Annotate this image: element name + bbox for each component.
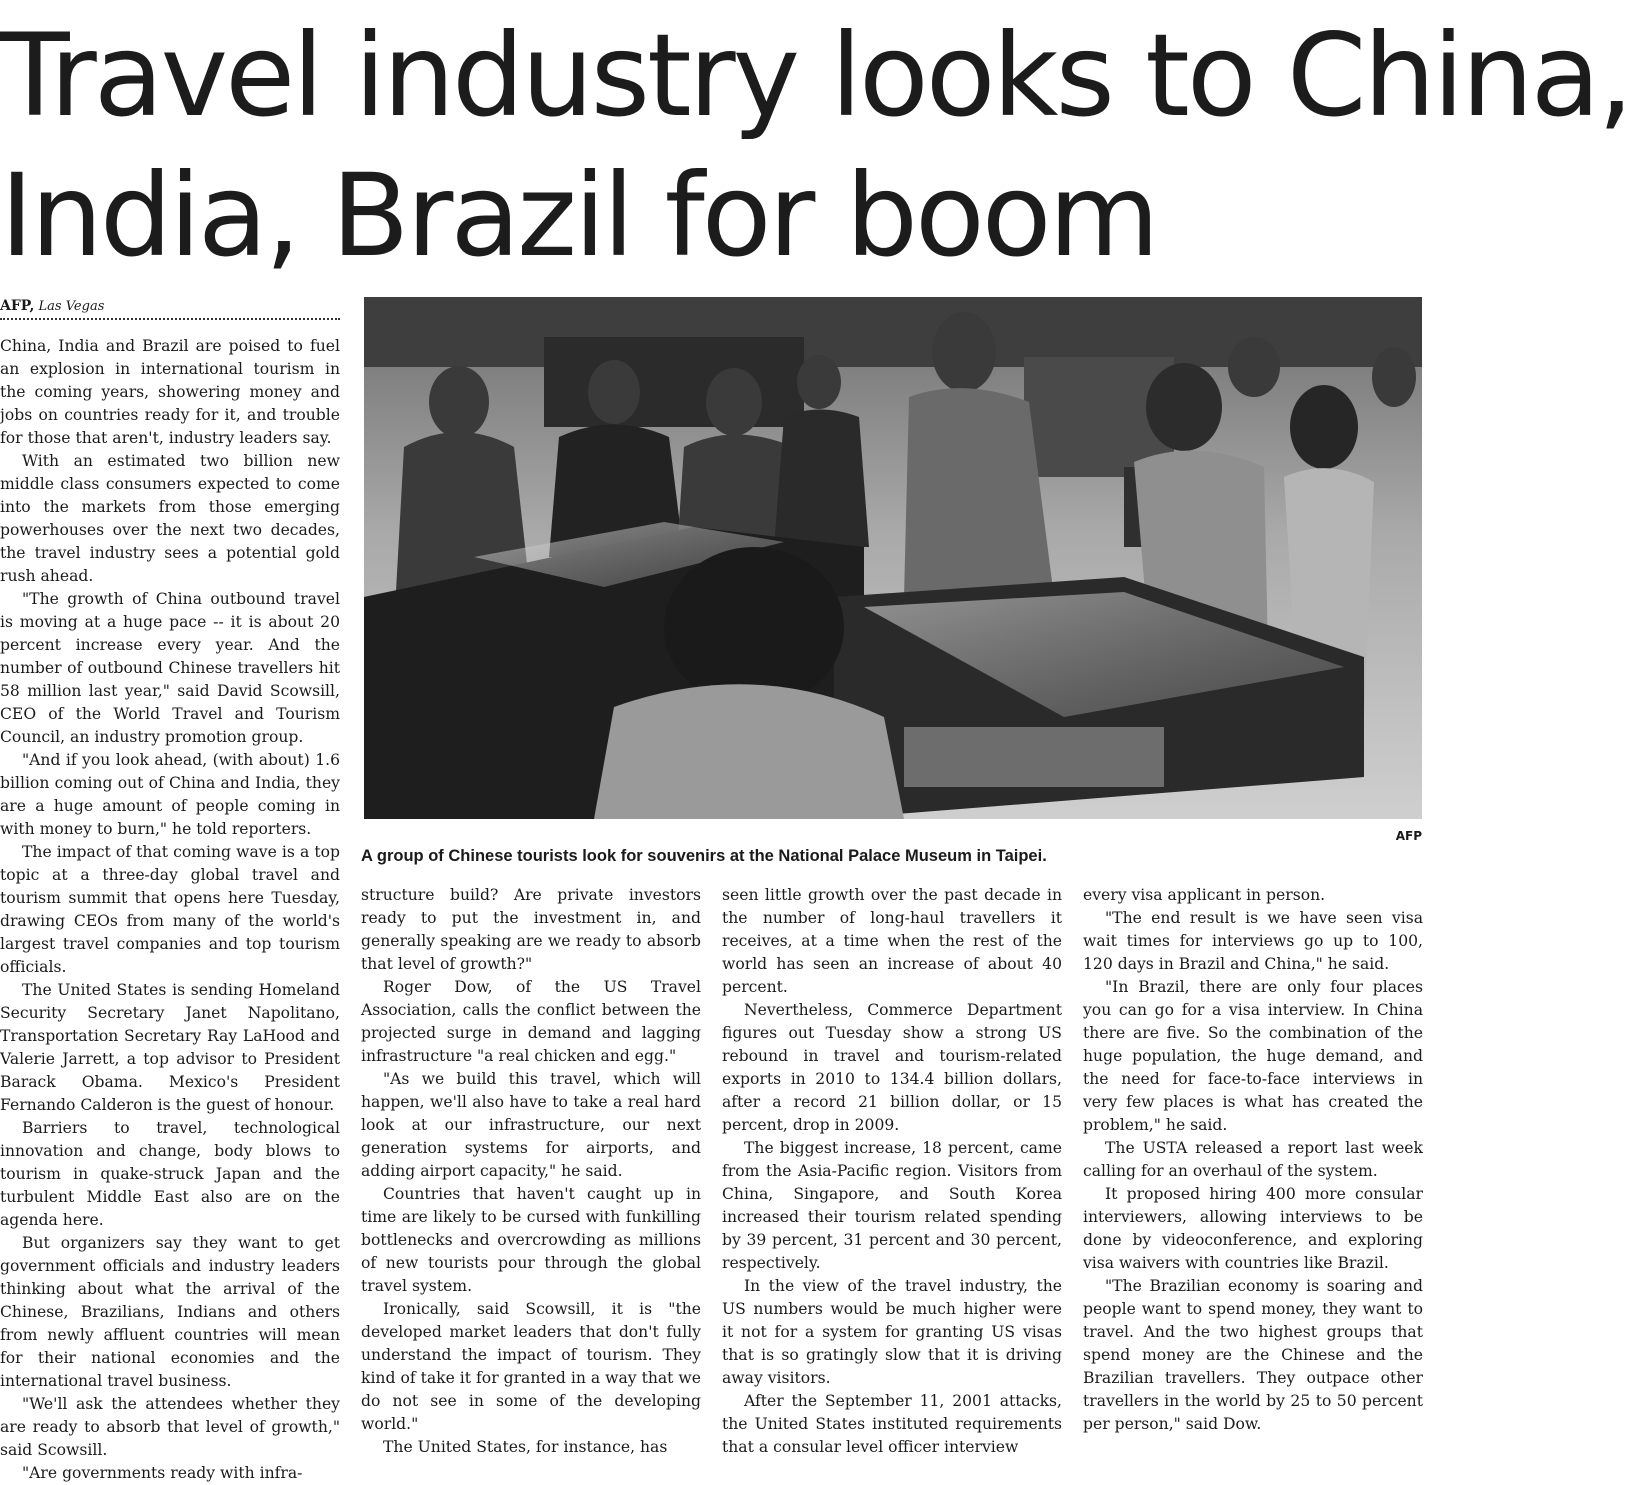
paragraph: In the view of the travel industry, the US numbers would be much higher were it not for a system for granting US visas that is so gratingly slow that it is driving away visitors. xyxy=(722,1277,1062,1387)
byline-divider xyxy=(0,318,340,320)
photo-caption: A group of Chinese tourists look for souvenirs at the National Palace Museum in Taipei. xyxy=(361,847,1047,865)
paragraph: "The end result is we have seen visa wait times for interviews go up to 100, 120 days in Brazil and China," he said. xyxy=(1083,909,1423,973)
paragraph: Nevertheless, Commerce Department figures out Tuesday show a strong US rebound in travel and tourism-related exports in 2010 to 134.4 billion dollars, after a record 21 billion dollar, or 15 percent, drop in 2009. xyxy=(722,1001,1062,1134)
paragraph: "Are governments ready with infra- xyxy=(22,1464,303,1482)
paragraph: The impact of that coming wave is a top topic at a three-day global travel and tourism summit that opens here Tuesday, drawing CEOs from many of the world's largest travel companies and top tourism officials. xyxy=(0,843,340,976)
paragraph: The USTA released a report last week calling for an overhaul of the system. xyxy=(1083,1139,1423,1180)
paragraph: Countries that haven't caught up in time are likely to be cursed with funkilling bottlenecks and overcrowding as millions of new tourists pour through the global travel system. xyxy=(361,1185,701,1295)
paragraph: China, India and Brazil are poised to fuel an explosion in international tourism in the coming years, showering money and jobs on countries ready for it, and trouble for those that aren't, industry leaders say. xyxy=(0,337,340,447)
paragraph: "And if you look ahead, (with about) 1.6 billion coming out of China and India, they are a huge amount of people coming in with money to burn," he told reporters. xyxy=(0,751,340,838)
paragraph: Ironically, said Scowsill, it is "the developed market leaders that don't fully understand the impact of tourism. They kind of take it for granted in a way that we do not see in some of the developing world." xyxy=(361,1300,701,1433)
article-column-4 xyxy=(1083,884,1423,1464)
tourists-photo-illustration xyxy=(364,297,1422,819)
paragraph: seen little growth over the past decade in the number of long-haul travellers it receives, at a time when the rest of the world has seen an increase of about 40 percent. xyxy=(722,886,1062,996)
paragraph: With an estimated two billion new middle class consumers expected to come into the markets from those emerging powerhouses over the next two decades, the travel industry sees a potential gold rush ahead. xyxy=(0,452,340,585)
paragraph: "In Brazil, there are only four places you can go for a visa interview. In China there are five. So the combination of the huge population, the huge demand, and the need for face-to-face interviews in very few places is what has created the problem," he said. xyxy=(1083,978,1423,1134)
paragraph: Roger Dow, of the US Travel Association, calls the conflict between the projected surge in demand and lagging infrastructure "a real chicken and egg." xyxy=(361,978,701,1065)
paragraph: But organizers say they want to get government officials and industry leaders thinking about what the arrival of the Chinese, Brazilians, Indians and others from newly affluent countries will mean for their national economies and the international travel business. xyxy=(0,1234,340,1390)
paragraph: Barriers to travel, technological innovation and change, body blows to tourism in quake-struck Japan and the turbulent Middle East also are on the agenda here. xyxy=(0,1119,340,1229)
headline xyxy=(0,6,1631,286)
paragraph: "As we build this travel, which will happen, we'll also have to take a real hard look at our infrastructure, our next generation systems for airports, and adding airport capacity," he said. xyxy=(361,1070,701,1180)
article-column-3 xyxy=(722,884,1062,1464)
byline xyxy=(0,298,104,314)
paragraph: "We'll ask the attendees whether they are ready to absorb that level of growth," said Scowsill. xyxy=(0,1395,340,1459)
paragraph: The United States, for instance, has xyxy=(383,1438,668,1456)
paragraph: The biggest increase, 18 percent, came from the Asia-Pacific region. Visitors from China, Singapore, and South Korea increased their tourism related spending by 39 percent, 31 percent and 30 percent, respectively. xyxy=(722,1139,1062,1272)
paragraph: It proposed hiring 400 more consular interviewers, allowing interviews to be done by videoconference, and exploring visa waivers with countries like Brazil. xyxy=(1083,1185,1423,1272)
paragraph: structure build? Are private investors ready to put the investment in, and generally speaking are we ready to absorb that level of growth?" xyxy=(361,886,701,973)
byline-agency: AFP, xyxy=(0,298,35,314)
headline-line-2: India, Brazil for boom xyxy=(0,149,1157,282)
byline-place: Las Vegas xyxy=(38,299,105,314)
paragraph: The United States is sending Homeland Security Secretary Janet Napolitano, Transportation Secretary Ray LaHood and Valerie Jarrett, a top advisor to President Barack Obama. Mexico's President Fernando Calderon is the guest of honour. xyxy=(0,981,340,1114)
article-column-1 xyxy=(0,335,340,1482)
paragraph: After the September 11, 2001 attacks, the United States instituted requirements that a consular level officer interview xyxy=(722,1392,1062,1456)
paragraph: "The Brazilian economy is soaring and people want to spend money, they want to travel. And the two highest groups that spend money are the Chinese and the Brazilian travellers. They outpace other travellers in the world by 25 to 50 percent per person," said Dow. xyxy=(1083,1277,1423,1433)
photo-credit: AFP xyxy=(1395,829,1422,843)
headline-line-1: Travel industry looks to China, xyxy=(0,9,1631,142)
paragraph: "The growth of China outbound travel is moving at a huge pace -- it is about 20 percent increase every year. And the number of outbound Chinese travellers hit 58 million last year," said David Scowsill, CEO of the World Travel and Tourism Council, an industry promotion group. xyxy=(0,590,340,746)
article-column-2 xyxy=(361,884,701,1464)
paragraph: every visa applicant in person. xyxy=(1083,886,1326,904)
news-photo xyxy=(364,297,1422,819)
